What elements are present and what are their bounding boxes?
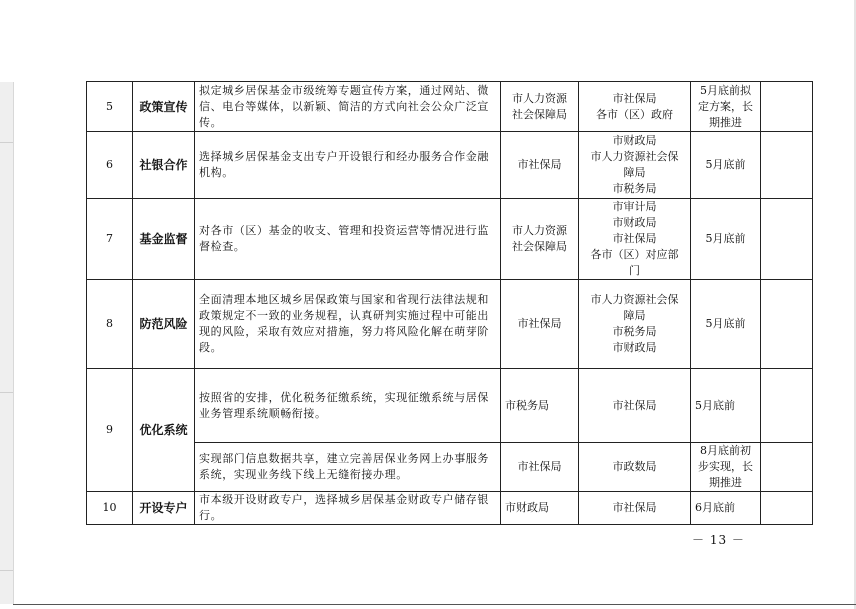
note-cell <box>761 280 813 369</box>
lead-unit-line: 市社保局 <box>517 460 562 473</box>
coop-unit <box>579 369 691 443</box>
coop-unit <box>579 280 691 369</box>
task-content: 选择城乡居保基金支出专户开设银行和经办服务合作金融机构。 <box>195 132 501 199</box>
lead-unit-line: 市财政局 <box>505 501 549 514</box>
coop-unit <box>579 443 691 492</box>
gutter-tick <box>0 142 13 143</box>
note-cell <box>761 443 813 492</box>
deadline-line: 步实现，长 <box>698 460 753 473</box>
row-number: 8 <box>87 280 133 369</box>
coop-unit-line: 市社保局 <box>612 398 657 412</box>
lead-unit-line: 市人力资源 <box>512 224 567 237</box>
task-content: 实现部门信息数据共享，建立完善居保业务网上办事服务系统，实现业务线下线上无缝衔接办理。 <box>195 443 501 492</box>
lead-unit <box>501 132 579 199</box>
lead-unit <box>501 199 579 280</box>
lead-unit <box>501 369 579 443</box>
note-cell <box>761 492 813 525</box>
deadline <box>691 82 761 132</box>
coop-unit <box>579 199 691 280</box>
lead-unit-line: 市税务局 <box>505 398 549 412</box>
row-number: 5 <box>87 82 133 132</box>
document-top-margin <box>0 0 856 82</box>
note-cell <box>761 199 813 280</box>
lead-unit <box>501 82 579 132</box>
gutter-tick <box>0 570 13 571</box>
deadline-line: 期推进 <box>709 476 742 489</box>
coop-unit-line: 市税务局 <box>612 182 657 195</box>
deadline <box>691 280 761 369</box>
table-row <box>87 280 813 369</box>
task-name: 基金监督 <box>133 199 195 280</box>
row-number: 9 <box>87 369 133 492</box>
deadline <box>691 199 761 280</box>
row-number: 7 <box>87 199 133 280</box>
task-content: 市本级开设财政专户，选择城乡居保基金财政专户储存银行。 <box>195 492 501 525</box>
coop-unit-line: 市社保局 <box>612 501 657 514</box>
task-content: 按照省的安排，优化税务征缴系统，实现征缴系统与居保业务管理系统顺畅衔接。 <box>195 369 501 443</box>
deadline-line: 6月底前 <box>695 501 735 514</box>
note-cell <box>761 82 813 132</box>
task-content: 全面清理本地区城乡居保政策与国家和省现行法律法规和政策规定不一致的业务规程，认真研判实施过程中可能出现的风险，采取有效应对措施，努力将风险化解在萌芽阶段。 <box>195 280 501 369</box>
lead-unit-line: 市社保局 <box>517 317 562 330</box>
task-content: 拟定城乡居保基金市级统筹专题宣传方案，通过网站、微信、电台等媒体，以新颖、简洁的方式向社会公众广泛宣传。 <box>195 82 501 132</box>
gutter-tick <box>0 392 13 393</box>
task-name: 政策宣传 <box>133 82 195 132</box>
coop-unit <box>579 82 691 132</box>
coop-unit-line: 市人力资源社会保 <box>590 150 679 163</box>
coop-unit-line: 市审计局 <box>612 200 657 213</box>
deadline <box>691 443 761 492</box>
table-row <box>87 443 813 492</box>
table-row <box>87 199 813 280</box>
viewer-bottom-border <box>13 604 856 605</box>
deadline-line: 5月底前 <box>705 232 746 245</box>
table-row <box>87 492 813 525</box>
coop-unit-line: 障局 <box>623 166 646 179</box>
lead-unit-line: 市社保局 <box>517 158 562 171</box>
lead-unit <box>501 280 579 369</box>
coop-unit-line: 市政数局 <box>612 460 657 473</box>
table-row <box>87 132 813 199</box>
coop-unit-line: 市人力资源社会保 <box>590 293 679 306</box>
note-cell <box>761 132 813 199</box>
lead-unit <box>501 492 579 525</box>
deadline-line: 5月底前拟 <box>700 83 751 97</box>
row-number: 6 <box>87 132 133 199</box>
coop-unit-line: 市社保局 <box>612 91 657 105</box>
lead-unit-line: 社会保障局 <box>512 107 567 121</box>
coop-unit-line: 市财政局 <box>612 341 657 354</box>
table-row <box>87 82 813 132</box>
lead-unit-line: 市人力资源 <box>512 91 567 105</box>
coop-unit-line: 各市（区）政府 <box>596 107 673 121</box>
coop-unit <box>579 132 691 199</box>
task-table <box>86 81 813 525</box>
task-table-body <box>87 82 813 525</box>
coop-unit-line: 市税务局 <box>612 325 657 338</box>
deadline-line: 定方案，长 <box>698 99 753 113</box>
page-number: － 13 － <box>692 533 745 547</box>
task-name: 开设专户 <box>133 492 195 525</box>
table-row <box>87 369 813 443</box>
coop-unit-line: 市社保局 <box>612 232 657 245</box>
task-name: 防范风险 <box>133 280 195 369</box>
note-cell <box>761 369 813 443</box>
coop-unit-line: 门 <box>629 264 640 277</box>
coop-unit-line: 障局 <box>623 309 646 322</box>
coop-unit-line: 各市（区）对应部 <box>590 248 679 261</box>
task-name: 优化系统 <box>133 369 195 492</box>
task-name: 社银合作 <box>133 132 195 199</box>
deadline-line: 5月底前 <box>705 158 746 171</box>
lead-unit-line: 社会保障局 <box>512 240 567 253</box>
coop-unit <box>579 492 691 525</box>
deadline-line: 期推进 <box>709 115 742 129</box>
deadline <box>691 132 761 199</box>
viewer-left-gutter <box>0 82 14 604</box>
deadline <box>691 369 761 443</box>
coop-unit-line: 市财政局 <box>612 216 657 229</box>
row-number: 10 <box>87 492 133 525</box>
deadline-line: 5月底前 <box>695 398 735 412</box>
lead-unit <box>501 443 579 492</box>
task-content: 对各市（区）基金的收支、管理和投资运营等情况进行监督检查。 <box>195 199 501 280</box>
deadline-line: 8月底前初 <box>700 444 751 457</box>
deadline-line: 5月底前 <box>705 317 746 330</box>
deadline <box>691 492 761 525</box>
coop-unit-line: 市财政局 <box>612 134 657 147</box>
